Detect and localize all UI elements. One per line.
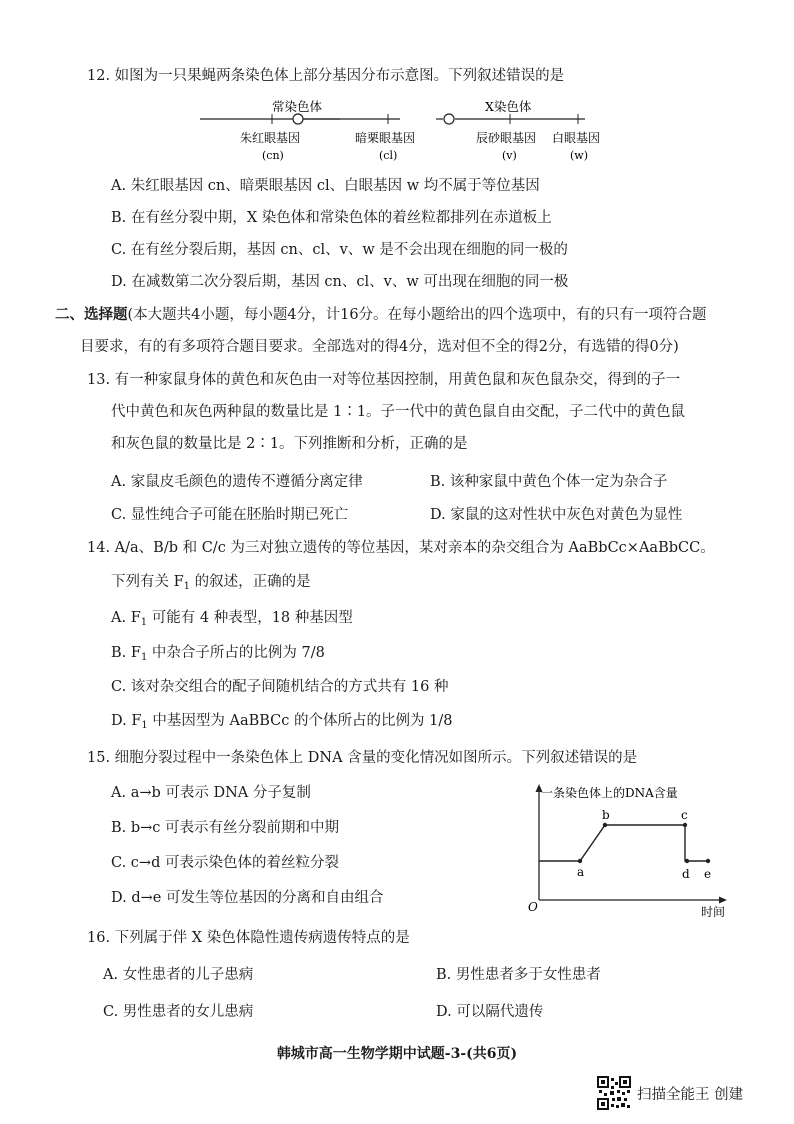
graph-ylabel: 一条染色体上的DNA含量 bbox=[541, 786, 678, 800]
q13-line1: 13. 有一种家鼠身体的黄色和灰色由一对等位基因控制，用黄色鼠和灰色鼠杂交，得到的子一 bbox=[87, 372, 681, 388]
x-centromere bbox=[444, 114, 454, 124]
gene-name-w: 白眼基因 bbox=[552, 131, 601, 145]
gene-symbol-cl: (cl) bbox=[379, 149, 398, 162]
section2-line1 bbox=[55, 305, 707, 325]
q16-option-c: C. 男性患者的女儿患病 bbox=[103, 1004, 254, 1020]
q14-option-a-text-end: 可能有 4 种表型，18 种基因型 bbox=[147, 610, 353, 626]
subscript-1: 1 bbox=[140, 617, 148, 628]
q15-stem: 15. 细胞分裂过程中一条染色体上 DNA 含量的变化情况如图所示。下列叙述错误的是 bbox=[87, 750, 638, 766]
subscript-1: 1 bbox=[183, 581, 191, 592]
q14-option-d-text-end: 中基因型为 AaBBCc 的个体所占的比例为 1/8 bbox=[147, 713, 453, 729]
q16-option-a: A. 女性患者的儿子患病 bbox=[103, 967, 254, 983]
label-b: b bbox=[602, 808, 610, 822]
gene-symbol-cn: (cn) bbox=[262, 149, 284, 162]
q15-dna-graph bbox=[520, 778, 735, 920]
q14-option-b-text: B. F bbox=[111, 645, 141, 661]
label-c: c bbox=[681, 808, 688, 822]
q13-option-d: D. 家鼠的这对性状中灰色对黄色为显性 bbox=[430, 507, 683, 523]
scanner-watermark bbox=[597, 1073, 767, 1113]
q12-option-b: B. 在有丝分裂中期，X 染色体和常染色体的着丝粒都排列在赤道板上 bbox=[111, 210, 552, 226]
q14-option-a-text: A. F bbox=[111, 610, 141, 626]
gene-symbol-w: (w) bbox=[570, 149, 588, 162]
graph-xlabel: 时间 bbox=[701, 905, 726, 919]
q15-option-c: C. c→d 可表示染色体的着丝粒分裂 bbox=[111, 855, 339, 871]
graph-origin: O bbox=[528, 900, 538, 914]
q12-option-c: C. 在有丝分裂后期，基因 cn、cl、v、w 是不会出现在细胞的同一极的 bbox=[111, 242, 568, 258]
q15-option-a: A. a→b 可表示 DNA 分子复制 bbox=[111, 785, 311, 801]
point-a bbox=[578, 859, 582, 863]
section2-desc1: (本大题共4小题，每小题4分，计16分。在每小题给出的四个选项中，有的只有一项符合题 bbox=[127, 307, 707, 323]
q14-line2-text-end: 的叙述，正确的是 bbox=[190, 574, 311, 590]
q13-line3: 和灰色鼠的数量比是 2∶1。下列推断和分析，正确的是 bbox=[111, 436, 468, 452]
q15-option-b: B. b→c 可表示有丝分裂前期和中期 bbox=[111, 820, 340, 836]
q13-option-a: A. 家鼠皮毛颜色的遗传不遵循分离定律 bbox=[111, 474, 363, 490]
gene-name-cn: 朱红眼基因 bbox=[240, 131, 301, 145]
section2-desc2: 目要求，有的有多项符合题目要求。全部选对的得4分，选对但不全的得2分，有选错的得0分) bbox=[80, 339, 679, 355]
q14-line2-text: 下列有关 F bbox=[111, 574, 184, 590]
x-axis-arrow bbox=[719, 897, 727, 904]
point-e bbox=[706, 859, 710, 863]
q14-option-b-text-end: 中杂合子所占的比例为 7/8 bbox=[147, 645, 325, 661]
q12-option-a: A. 朱红眼基因 cn、暗栗眼基因 cl、白眼基因 w 均不属于等位基因 bbox=[111, 178, 540, 194]
q12-option-d: D. 在减数第二次分裂后期，基因 cn、cl、v、w 可出现在细胞的同一极 bbox=[111, 274, 569, 290]
autosome-centromere bbox=[293, 114, 303, 124]
q14-line2 bbox=[111, 572, 311, 597]
q16-stem: 16. 下列属于伴 X 染色体隐性遗传病遗传特点的是 bbox=[87, 930, 410, 946]
q13-line2: 代中黄色和灰色两种鼠的数量比是 1∶1。子一代中的黄色鼠自由交配，子二代中的黄色鼠 bbox=[111, 404, 686, 420]
q14-option-d-text: D. F bbox=[111, 713, 142, 729]
label-e: e bbox=[704, 867, 712, 881]
q14-line1: 14. A/a、B/b 和 C/c 为三对独立遗传的等位基因，某对亲本的杂交组合为 AaBbCc×AaBbCC。 bbox=[87, 540, 715, 556]
section2-heading: 二、选择题 bbox=[55, 306, 128, 323]
point-c bbox=[683, 823, 687, 827]
q14-option-d bbox=[111, 711, 452, 736]
q12-chromosome-diagram bbox=[200, 95, 601, 165]
q12-stem: 12. 如图为一只果蝇两条染色体上部分基因分布示意图。下列叙述错误的是 bbox=[87, 68, 565, 84]
gene-symbol-v: (v) bbox=[502, 149, 517, 162]
point-b bbox=[603, 823, 607, 827]
point-d bbox=[685, 859, 689, 863]
dna-content-curve bbox=[539, 825, 710, 861]
autosome-label: 常染色体 bbox=[272, 99, 323, 114]
q16-option-b: B. 男性患者多于女性患者 bbox=[436, 967, 601, 983]
gene-name-v: 辰砂眼基因 bbox=[476, 131, 537, 145]
page-footer: 韩城市高一生物学期中试题-3-(共6页) bbox=[276, 1046, 518, 1062]
q15-option-d: D. d→e 可发生等位基因的分离和自由组合 bbox=[111, 890, 384, 906]
q13-option-b: B. 该种家鼠中黄色个体一定为杂合子 bbox=[430, 474, 668, 490]
subscript-1: 1 bbox=[141, 720, 148, 731]
q13-option-c: C. 显性纯合子可能在胚胎时期已死亡 bbox=[111, 507, 349, 523]
q14-option-b bbox=[111, 643, 325, 668]
q14-option-a bbox=[111, 608, 353, 633]
x-chromosome-label: X染色体 bbox=[485, 99, 532, 114]
q14-option-c: C. 该对杂交组合的配子间随机结合的方式共有 16 种 bbox=[111, 679, 449, 695]
q16-option-d: D. 可以隔代遗传 bbox=[436, 1004, 544, 1020]
label-a: a bbox=[577, 865, 585, 879]
qr-code-icon bbox=[597, 1076, 631, 1110]
scanner-text: 扫描全能王 创建 bbox=[637, 1087, 744, 1103]
gene-name-cl: 暗栗眼基因 bbox=[355, 131, 416, 145]
label-d: d bbox=[682, 867, 690, 881]
subscript-1: 1 bbox=[140, 652, 148, 663]
